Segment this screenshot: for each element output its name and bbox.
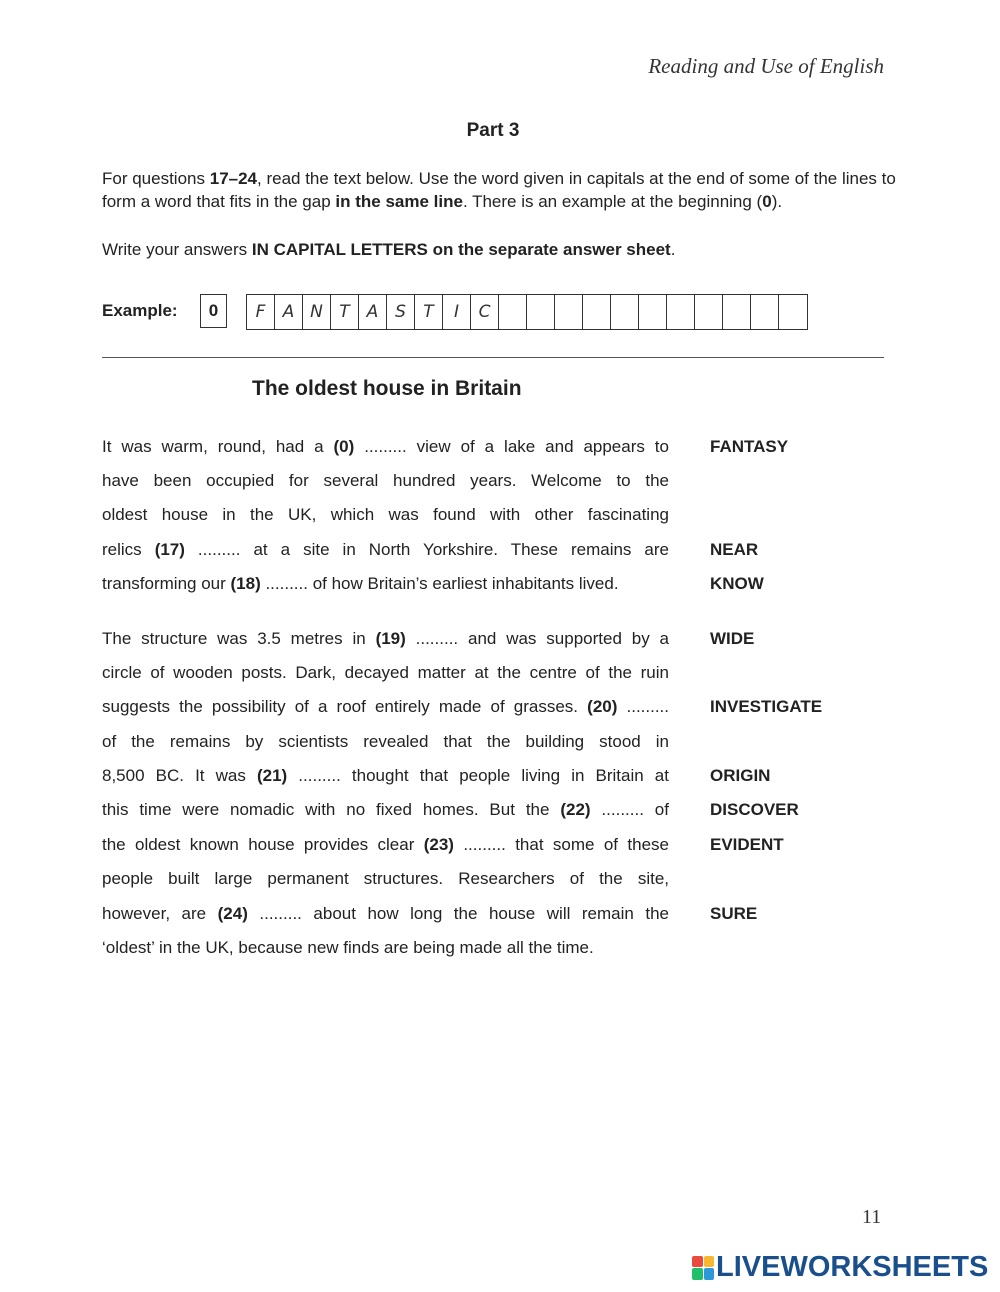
answer-letter-cell	[667, 295, 695, 329]
line-text: people built large permanent structures. Researchers of the site,	[102, 869, 669, 888]
line-text: It was warm, round, had a	[102, 437, 334, 456]
passage-line	[102, 471, 669, 491]
line-text: ......... view of a lake and appears to	[354, 437, 669, 456]
line-text: transforming our	[102, 574, 231, 593]
instructions-paragraph	[102, 167, 902, 213]
answer-instructions	[102, 238, 902, 261]
keyword: SURE	[710, 904, 758, 923]
line-text: 8,500 BC. It was	[102, 766, 257, 785]
line-text: ......... about how long the house will remain the	[247, 904, 669, 923]
page-number: 11	[862, 1206, 882, 1228]
keyword: FANTASY	[710, 437, 789, 456]
answer-letter-cell	[779, 295, 807, 329]
keyword: KNOW	[710, 574, 764, 593]
keyword: INVESTIGATE	[710, 697, 823, 716]
passage-line	[102, 904, 669, 924]
answer-letter-cell	[695, 295, 723, 329]
gap-number: (0)	[333, 437, 355, 456]
passage-line	[102, 697, 669, 717]
answer-letter-cell	[499, 295, 527, 329]
passage-line	[102, 800, 669, 820]
line-text: however, are	[102, 904, 218, 923]
gap-number: (23)	[423, 835, 454, 854]
line-text: the oldest known house provides clear	[102, 835, 424, 854]
keyword: ORIGIN	[710, 766, 771, 785]
instr-text: Write your answers	[102, 240, 252, 259]
line-text: ......... that some of these	[453, 835, 669, 854]
instr-text: .	[670, 240, 676, 259]
answer-letter-cell	[639, 295, 667, 329]
line-text: suggests the possibility of a roof entirely made of grasses.	[102, 697, 588, 716]
keyword: WIDE	[710, 629, 755, 648]
instr-bold: IN CAPITAL LETTERS on the separate answer sheet	[251, 240, 671, 259]
answer-letter-cell: I	[443, 295, 471, 329]
part-title: Part 3	[466, 120, 520, 141]
passage-line	[102, 835, 669, 855]
keyword: DISCOVER	[710, 800, 799, 819]
line-text: ......... thought that people living in Britain at	[287, 766, 669, 785]
answer-letter-cell	[723, 295, 751, 329]
line-text: relics	[102, 540, 155, 559]
answer-letter-cell	[611, 295, 639, 329]
section-header: Reading and Use of English	[648, 54, 884, 78]
instr-text: , read the text below. Use the word given in capitals at the end of some of the lines to form a word that fits in the gap	[102, 169, 896, 211]
line-text: circle of wooden posts. Dark, decayed matter at the centre of the ruin	[102, 663, 669, 682]
answer-letter-cell	[555, 295, 583, 329]
answer-letter-cell: A	[275, 295, 303, 329]
liveworksheets-logo-icon	[692, 1256, 714, 1280]
keyword: EVIDENT	[710, 835, 784, 854]
passage-line	[102, 505, 669, 525]
instr-text: . There is an example at the beginning (	[462, 192, 763, 211]
line-text: ......... and was supported by a	[405, 629, 669, 648]
instr-bold: 0	[762, 192, 772, 211]
answer-letter-cell: T	[331, 295, 359, 329]
passage-line	[102, 766, 669, 786]
gap-number: (20)	[587, 697, 618, 716]
passage-line	[102, 437, 669, 457]
answer-letter-cell: S	[387, 295, 415, 329]
passage-line	[102, 629, 669, 649]
example-answer-grid	[246, 294, 808, 330]
liveworksheets-wordmark: LIVEWORKSHEETS	[716, 1251, 989, 1283]
answer-letter-cell	[583, 295, 611, 329]
instr-text: ).	[771, 192, 783, 211]
liveworksheets-logo	[692, 1251, 988, 1284]
gap-number: (18)	[230, 574, 261, 593]
answer-letter-cell: T	[415, 295, 443, 329]
instr-bold: in the same line	[335, 192, 463, 211]
answer-letter-cell	[527, 295, 555, 329]
line-text: this time were nomadic with no fixed homes. But the	[102, 800, 561, 819]
gap-number: (17)	[154, 540, 185, 559]
passage-line	[102, 663, 669, 683]
divider	[102, 357, 884, 358]
line-text: ......... of	[590, 800, 669, 819]
example-number-box: 0	[200, 294, 227, 328]
line-text: The structure was 3.5 metres in	[102, 629, 376, 648]
line-text: oldest house in the UK, which was found with other fascinating	[102, 505, 669, 524]
answer-letter-cell: N	[303, 295, 331, 329]
passage-line	[102, 574, 669, 594]
passage-line	[102, 732, 669, 752]
answer-letter-cell: C	[471, 295, 499, 329]
text-title: The oldest house in Britain	[252, 377, 522, 400]
example-label: Example:	[102, 301, 178, 320]
line-text: have been occupied for several hundred years. Welcome to the	[102, 471, 669, 490]
passage-line	[102, 938, 669, 958]
keyword: NEAR	[710, 540, 759, 559]
answer-letter-cell: F	[247, 295, 275, 329]
line-text: ‘oldest’ in the UK, because new finds are being made all the time.	[102, 938, 594, 957]
line-text: ......... at a site in North Yorkshire. These remains are	[184, 540, 669, 559]
instr-text: For questions	[102, 169, 210, 188]
answer-letter-cell	[751, 295, 779, 329]
gap-number: (22)	[560, 800, 591, 819]
line-text: .........	[617, 697, 670, 716]
answer-letter-cell: A	[359, 295, 387, 329]
gap-number: (24)	[217, 904, 248, 923]
gap-number: (21)	[256, 766, 288, 785]
line-text: of the remains by scientists revealed that the building stood in	[102, 732, 669, 751]
passage-line	[102, 869, 669, 889]
instr-bold: 17–24	[209, 169, 258, 188]
line-text: ......... of how Britain’s earliest inhabitants lived.	[260, 574, 619, 593]
passage-line	[102, 540, 669, 560]
gap-number: (19)	[375, 629, 406, 648]
